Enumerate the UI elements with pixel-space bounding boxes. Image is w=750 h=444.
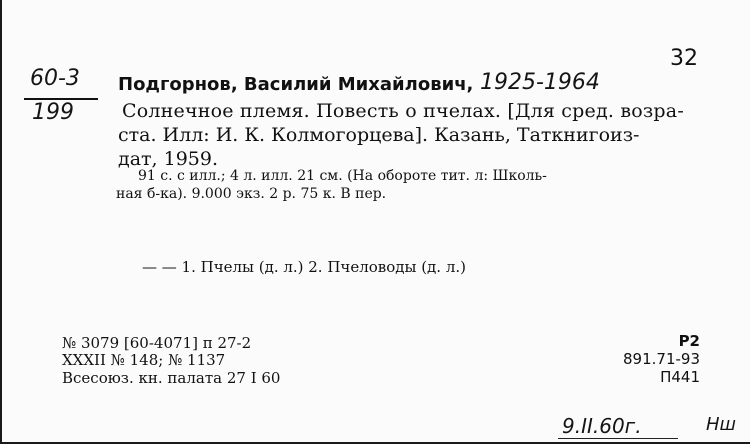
handwritten-date: 9.II.60г. — [562, 414, 642, 438]
card-number: 32 — [670, 46, 698, 71]
series-number: XXXII № 148; № 1137 — [62, 351, 226, 369]
classification-index: 891.71-93 — [623, 350, 700, 368]
handwritten-initials: Нш — [706, 414, 737, 435]
chamber-date: Всесоюз. кн. палата 27 I 60 — [62, 369, 281, 387]
subject-tracings: — — 1. Пчелы (д. л.) 2. Пчеловоды (д. л.) — [142, 258, 466, 276]
author-mark: П441 — [660, 368, 700, 386]
description-line: Солнечное племя. Повесть о пчелах. [Для сред. возра- — [122, 100, 684, 122]
collation-line: ная б-ка). 9.000 экз. 2 р. 75 к. В пер. — [116, 186, 387, 202]
classification-code: Р2 — [678, 332, 700, 350]
shelf-mark-top: 60-3 — [30, 66, 80, 91]
description-line: ста. Илл: И. К. Колмогорцева]. Казань, Таткнигоиз- — [118, 124, 640, 146]
record-number: № 3079 [60-4071] п 27-2 — [62, 334, 252, 352]
shelf-mark-bottom: 199 — [32, 100, 74, 125]
author-dates: 1925-1964 — [480, 70, 600, 95]
author-heading: Подгорнов, Василий Михайлович, — [118, 74, 474, 95]
description-line: дат, 1959. — [118, 148, 219, 170]
collation-line: 91 с. с илл.; 4 л. илл. 21 см. (На обороте тит. л: Школь- — [138, 168, 547, 184]
date-underline — [558, 438, 678, 439]
